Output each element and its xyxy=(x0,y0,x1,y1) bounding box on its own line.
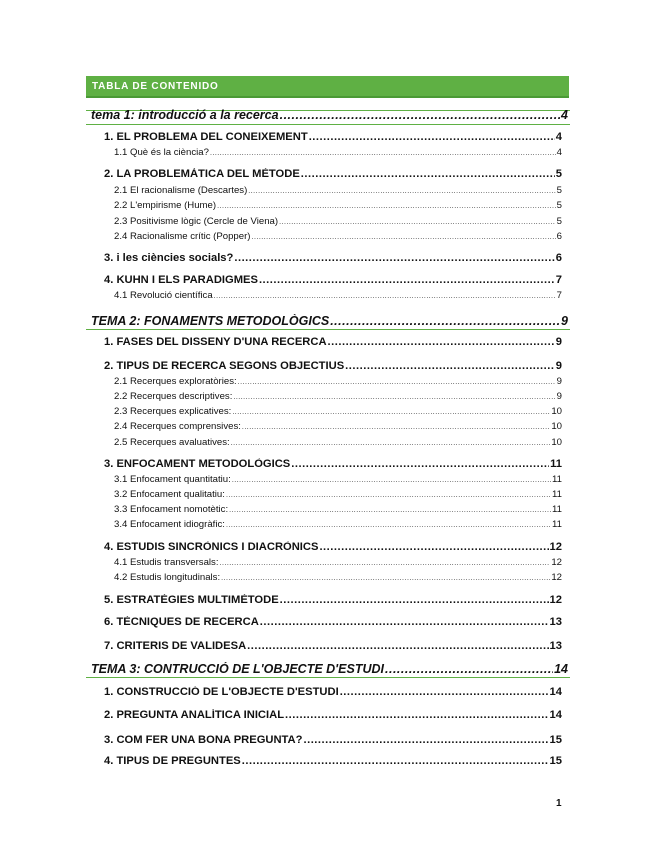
toc-entry[interactable] xyxy=(114,519,562,530)
toc-dot-leader xyxy=(248,188,555,195)
toc-entry[interactable] xyxy=(114,231,562,242)
toc-entry-title: 5. ESTRATÈGIES MULTIMÈTODE xyxy=(104,594,279,606)
toc-entry-page: 6 xyxy=(556,231,562,242)
toc-entry[interactable] xyxy=(114,572,562,583)
toc-entry-title: TEMA 2: FONAMENTS METODOLÒGICS xyxy=(91,314,330,328)
page-number: 1 xyxy=(556,798,562,809)
toc-entry[interactable] xyxy=(91,314,568,328)
toc-entry-page: 12 xyxy=(549,594,562,606)
toc-entry-title: 3. COM FER UNA BONA PREGUNTA? xyxy=(104,734,303,746)
toc-dot-leader xyxy=(385,662,553,676)
toc-dot-leader xyxy=(217,203,556,210)
toc-entry[interactable] xyxy=(104,458,562,470)
toc-dot-leader xyxy=(231,440,551,447)
toc-entry[interactable] xyxy=(114,406,562,417)
toc-entry-title: 7. CRITERIS DE VALIDESA xyxy=(104,640,247,652)
toc-dot-leader xyxy=(279,219,556,226)
toc-entry[interactable] xyxy=(104,360,562,372)
toc-entry-page: 12 xyxy=(549,541,562,553)
toc-dot-leader xyxy=(291,458,549,470)
toc-entry-page: 11 xyxy=(550,458,562,470)
toc-entry-page: 9 xyxy=(555,360,562,372)
toc-dot-leader xyxy=(220,560,551,567)
toc-entry-page: 11 xyxy=(552,519,562,530)
toc-entry[interactable] xyxy=(114,216,562,227)
toc-entry-page: 15 xyxy=(549,734,562,746)
divider xyxy=(86,329,570,330)
toc-dot-leader xyxy=(226,492,551,499)
toc-entry-page: 10 xyxy=(551,421,562,432)
toc-entry[interactable] xyxy=(114,376,562,387)
toc-dot-leader xyxy=(242,424,550,431)
toc-entry[interactable] xyxy=(114,147,562,158)
toc-entry-page: 5 xyxy=(555,168,562,180)
toc-dot-leader xyxy=(330,314,560,328)
toc-entry-page: 11 xyxy=(552,489,562,500)
toc-entry[interactable] xyxy=(104,755,562,767)
toc-entry-title: 2. TIPUS DE RECERCA SEGONS OBJECTIUS xyxy=(104,360,345,372)
toc-dot-leader xyxy=(214,293,556,300)
toc-dot-leader xyxy=(309,131,555,143)
toc-dot-leader xyxy=(328,336,555,348)
toc-dot-leader xyxy=(232,409,550,416)
toc-dot-leader xyxy=(233,394,555,401)
toc-entry[interactable] xyxy=(104,616,562,628)
toc-entry-title: 4. ESTUDIS SINCRÒNICS I DIACRÒNICS xyxy=(104,541,319,553)
toc-entry[interactable] xyxy=(114,421,562,432)
toc-dot-leader xyxy=(238,379,556,386)
toc-title: TABLA DE CONTENIDO xyxy=(92,81,219,92)
toc-entry[interactable] xyxy=(114,391,562,402)
toc-dot-leader xyxy=(232,477,551,484)
toc-entry-title: 4.1 Revolució científica xyxy=(114,290,213,301)
toc-dot-leader xyxy=(210,150,556,157)
divider xyxy=(86,677,570,678)
toc-entry[interactable] xyxy=(114,437,562,448)
toc-entry-title: 3.2 Enfocament qualitatiu: xyxy=(114,489,225,500)
toc-entry-title: 3.4 Enfocament idiogràfic: xyxy=(114,519,225,530)
toc-entry-title: 2.2 Recerques descriptives: xyxy=(114,391,233,402)
toc-entry-title: tema 1: introducció a la recerca xyxy=(91,108,279,122)
toc-entry-title: 2.4 Racionalisme crític (Popper) xyxy=(114,231,251,242)
toc-entry-page: 9 xyxy=(561,314,568,328)
toc-entry[interactable] xyxy=(104,168,562,180)
toc-dot-leader xyxy=(301,168,555,180)
toc-dot-leader xyxy=(280,594,549,606)
toc-dot-leader xyxy=(280,108,560,122)
toc-entry-title: 2.3 Positivisme lògic (Cercle de Viena) xyxy=(114,216,279,227)
toc-entry-page: 7 xyxy=(556,290,562,301)
toc-entry-title: 4. TIPUS DE PREGUNTES xyxy=(104,755,241,767)
toc-entry[interactable] xyxy=(104,640,562,652)
toc-entry-page: 12 xyxy=(551,557,562,568)
toc-entry[interactable] xyxy=(114,557,562,568)
toc-entry[interactable] xyxy=(104,336,562,348)
toc-entry-title: 4. KUHN I ELS PARADIGMES xyxy=(104,274,258,286)
toc-entry-page: 12 xyxy=(551,572,562,583)
toc-entry-page: 11 xyxy=(552,504,562,515)
toc-entry-title: 4.1 Estudis transversals: xyxy=(114,557,219,568)
toc-entry-title: 2.5 Recerques avaluatives: xyxy=(114,437,230,448)
toc-entry-title: 2. PREGUNTA ANALÍTICA INICIAL xyxy=(104,709,285,721)
toc-dot-leader xyxy=(303,734,548,746)
toc-dot-leader xyxy=(234,252,554,264)
toc-entry-page: 13 xyxy=(549,640,562,652)
toc-dot-leader xyxy=(242,755,549,767)
toc-entry[interactable] xyxy=(104,252,562,264)
toc-entry-title: 2. LA PROBLEMÀTICA DEL MÈTODE xyxy=(104,168,300,180)
toc-entry[interactable] xyxy=(104,541,562,553)
toc-entry-page: 11 xyxy=(552,474,562,485)
toc-entry-page: 13 xyxy=(549,616,562,628)
toc-dot-leader xyxy=(259,274,555,286)
toc-dot-leader xyxy=(252,234,556,241)
toc-entry-page: 9 xyxy=(556,391,562,402)
toc-entry[interactable] xyxy=(104,734,562,746)
toc-entry-title: 2.1 Recerques exploratòries: xyxy=(114,376,237,387)
toc-entry-page: 14 xyxy=(554,662,568,676)
toc-entry[interactable] xyxy=(91,108,568,122)
toc-entry-title: 2.4 Recerques comprensives: xyxy=(114,421,241,432)
toc-entry[interactable] xyxy=(104,686,562,698)
toc-entry-page: 5 xyxy=(556,216,562,227)
toc-entry-page: 14 xyxy=(549,709,562,721)
toc-dot-leader xyxy=(247,640,548,652)
toc-entry-page: 7 xyxy=(555,274,562,286)
toc-dot-leader xyxy=(221,575,550,582)
toc-entry-page: 5 xyxy=(556,200,562,211)
toc-dot-leader xyxy=(260,616,549,628)
divider xyxy=(86,124,570,125)
toc-entry-page: 4 xyxy=(561,108,568,122)
toc-entry-page: 9 xyxy=(555,336,562,348)
toc-header xyxy=(86,76,569,98)
toc-entry-page: 15 xyxy=(549,755,562,767)
toc-entry-page: 14 xyxy=(549,686,562,698)
toc-entry-title: TEMA 3: CONTRUCCIÓ DE L'OBJECTE D'ESTUDI xyxy=(91,662,384,676)
toc-entry-title: 4.2 Estudis longitudinals: xyxy=(114,572,221,583)
toc-entry[interactable] xyxy=(114,185,562,196)
toc-entry-title: 1. CONSTRUCCIÓ DE L'OBJECTE D'ESTUDI xyxy=(104,686,339,698)
toc-entry[interactable] xyxy=(104,709,562,721)
toc-entry-title: 1. FASES DEL DISSENY D'UNA RECERCA xyxy=(104,336,327,348)
toc-dot-leader xyxy=(340,686,549,698)
toc-dot-leader xyxy=(285,709,549,721)
toc-dot-leader xyxy=(319,541,548,553)
toc-entry[interactable] xyxy=(114,200,562,211)
toc-entry-title: 3. i les ciències socials? xyxy=(104,252,234,264)
toc-entry-page: 10 xyxy=(551,437,562,448)
toc-entry-page: 5 xyxy=(556,185,562,196)
toc-dot-leader xyxy=(229,507,551,514)
toc-entry-title: 1.1 Què és la ciència? xyxy=(114,147,209,158)
toc-entry-title: 2.1 El racionalisme (Descartes) xyxy=(114,185,248,196)
toc-entry-page: 9 xyxy=(556,376,562,387)
toc-dot-leader xyxy=(226,522,551,529)
toc-dot-leader xyxy=(345,360,555,372)
toc-entry[interactable] xyxy=(114,290,562,301)
toc-entry-title: 6. TÈCNIQUES DE RECERCA xyxy=(104,616,259,628)
toc-entry-page: 4 xyxy=(556,147,562,158)
toc-entry[interactable] xyxy=(104,131,562,143)
toc-entry[interactable] xyxy=(104,594,562,606)
toc-entry-title: 3.1 Enfocament quantitatiu: xyxy=(114,474,231,485)
toc-entry-title: 2.2 L'empirisme (Hume) xyxy=(114,200,217,211)
toc-entry-title: 2.3 Recerques explicatives: xyxy=(114,406,232,417)
toc-entry[interactable] xyxy=(91,662,568,676)
toc-entry-page: 4 xyxy=(555,131,562,143)
toc-entry-title: 3. ENFOCAMENT METODOLÒGICS xyxy=(104,458,291,470)
toc-entry[interactable] xyxy=(104,274,562,286)
toc-entry[interactable] xyxy=(114,489,562,500)
toc-entry[interactable] xyxy=(114,474,562,485)
toc-entry-title: 3.3 Enfocament nomotètic: xyxy=(114,504,229,515)
toc-entry[interactable] xyxy=(114,504,562,515)
toc-entry-title: 1. EL PROBLEMA DEL CONEIXEMENT xyxy=(104,131,308,143)
toc-entry-page: 6 xyxy=(555,252,562,264)
toc-entry-page: 10 xyxy=(551,406,562,417)
